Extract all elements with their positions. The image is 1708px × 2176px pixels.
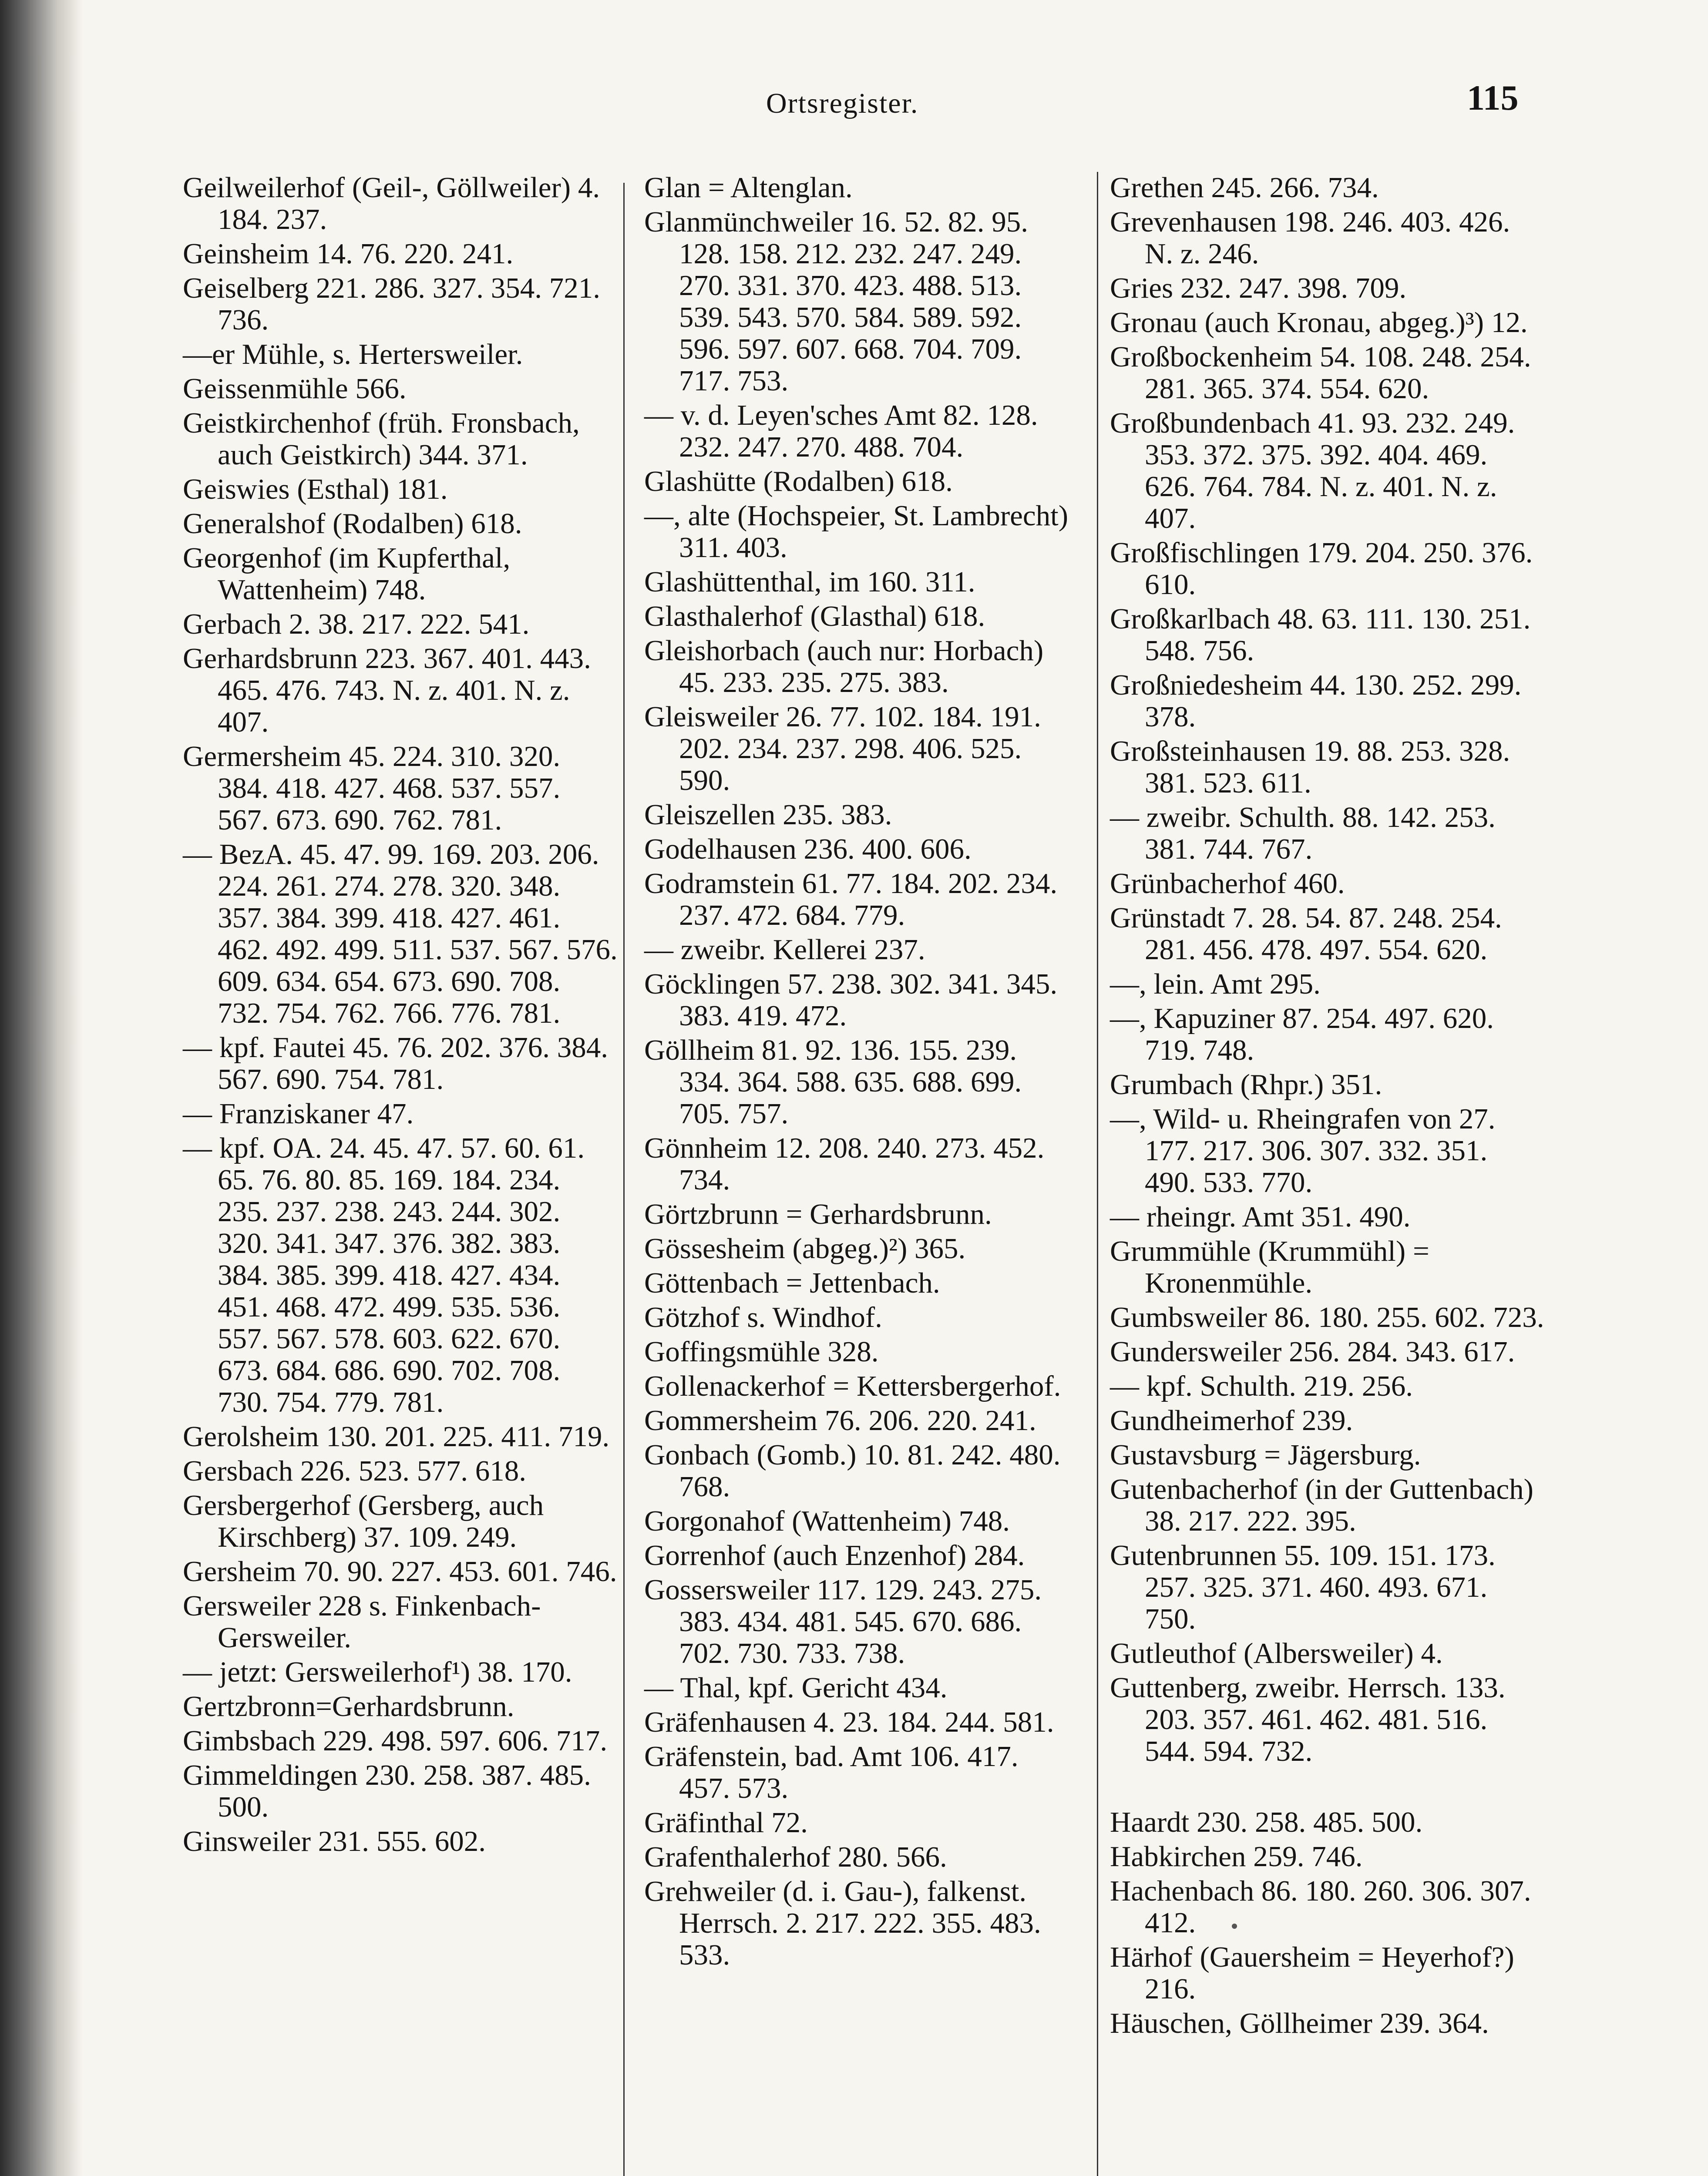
column-divider (1097, 172, 1098, 2176)
index-entry: Grafenthalerhof 280. 566. (644, 1841, 947, 1873)
index-entry: Großniedesheim 44. 130. 252. 299. 378. (1110, 669, 1522, 733)
index-entry: Gustavsburg = Jägersburg. (1110, 1439, 1421, 1471)
index-column-3 (1110, 172, 1545, 2042)
index-column-1 (183, 172, 618, 1860)
index-column-2 (644, 172, 1075, 1974)
index-entry: — zweibr. Schulth. 88. 142. 253. 381. 744. 767. (1110, 801, 1496, 865)
index-entry: Glasthalerhof (Glasthal) 618. (644, 600, 985, 632)
index-entry: Großkarlbach 48. 63. 111. 130. 251. 548. 756. (1110, 603, 1531, 667)
index-entry: Geiselberg 221. 286. 327. 354. 721. 736. (183, 272, 601, 336)
index-entry: Georgenhof (im Kupferthal, Wattenheim) 748. (183, 542, 511, 606)
index-entry: —, Wild- u. Rheingrafen von 27. 177. 217. 306. 307. 332. 351. 490. 533. 770. (1110, 1103, 1496, 1199)
index-entry: Großbundenbach 41. 93. 232. 249. 353. 372. 375. 392. 404. 469. 626. 764. 784. N. z. 401. N. z. 407. (1110, 407, 1515, 534)
index-entry: Godramstein 61. 77. 184. 202. 234. 237. 472. 684. 779. (644, 867, 1058, 931)
index-entry: — v. d. Leyen'sches Amt 82. 128. 232. 247. 270. 488. 704. (644, 399, 1038, 463)
page-header: Ortsregister. (766, 87, 919, 119)
index-entry: Ginsweiler 231. 555. 602. (183, 1825, 486, 1857)
index-entry: Haardt 230. 258. 485. 500. (1110, 1806, 1423, 1838)
index-entry: Geissenmühle 566. (183, 373, 407, 405)
index-entry: — rheingr. Amt 351. 490. (1110, 1201, 1411, 1233)
index-entry: Geistkirchenhof (früh. Fronsbach, auch Geistkirch) 344. 371. (183, 407, 580, 471)
index-entry: — zweibr. Kellerei 237. (644, 934, 925, 966)
index-entry: Gönnheim 12. 208. 240. 273. 452. 734. (644, 1132, 1045, 1196)
index-entry: Gonbach (Gomb.) 10. 81. 242. 480. 768. (644, 1439, 1061, 1503)
index-entry: Gössesheim (abgeg.)²) 365. (644, 1232, 966, 1265)
index-entry: Grünstadt 7. 28. 54. 87. 248. 254. 281. 456. 478. 497. 554. 620. (1110, 902, 1502, 966)
book-spine-shadow (0, 0, 83, 2176)
index-entry: Gersbergerhof (Gersberg, auch Kirschberg) 37. 109. 249. (183, 1489, 544, 1553)
index-entry: Grehweiler (d. i. Gau-), falkenst. Herrsch. 2. 217. 222. 355. 483. 533. (644, 1875, 1041, 1971)
index-entry: — Thal, kpf. Gericht 434. (644, 1672, 948, 1704)
index-entry: — kpf. OA. 24. 45. 47. 57. 60. 61. 65. 76. 80. 85. 169. 184. 234. 235. 237. 238. 243. 244. 302. 320. 341. 347. 376. 382. 383. 384. 385. 399. 418. 427. 434. 451. 468. 472. 499. 535. 536. 557. 567. 578. 603. 622. 670. 673. 684. 686. 690. 702. 708. 730. 754. 779. 781. (183, 1132, 585, 1418)
index-entry: Gerhardsbrunn 223. 367. 401. 443. 465. 476. 743. N. z. 401. N. z. 407. (183, 642, 591, 738)
index-entry: Grünbacherhof 460. (1110, 867, 1345, 900)
index-entry: —er Mühle, s. Hertersweiler. (183, 338, 523, 370)
index-entry: Gleisweiler 26. 77. 102. 184. 191. 202. 234. 237. 298. 406. 525. 590. (644, 701, 1041, 796)
index-entry: Gorrenhof (auch Enzenhof) 284. (644, 1539, 1025, 1572)
index-entry: Geinsheim 14. 76. 220. 241. (183, 238, 514, 270)
index-entry: Gräfinthal 72. (644, 1807, 808, 1839)
index-entry: Guttenberg, zweibr. Herrsch. 133. 203. 357. 461. 462. 481. 516. 544. 594. 732. (1110, 1672, 1506, 1767)
column-divider (623, 183, 625, 2176)
index-entry: Gimbsbach 229. 498. 597. 606. 717. (183, 1725, 608, 1757)
index-entry: — Franziskaner 47. (183, 1098, 414, 1130)
index-entry: Grevenhausen 198. 246. 403. 426. N. z. 246. (1110, 206, 1510, 270)
index-entry: —, lein. Amt 295. (1110, 968, 1321, 1000)
index-entry: Glashüttenthal, im 160. 311. (644, 566, 975, 598)
index-entry: Härhof (Gauersheim = Heyerhof?) 216. (1110, 1941, 1514, 2005)
index-entry: Görtzbrunn = Gerhardsbrunn. (644, 1198, 992, 1230)
index-entry: Großfischlingen 179. 204. 250. 376. 610. (1110, 537, 1533, 601)
index-entry: Göcklingen 57. 238. 302. 341. 345. 383. 419. 472. (644, 968, 1058, 1032)
index-entry: Germersheim 45. 224. 310. 320. 384. 418. 427. 468. 537. 557. 567. 673. 690. 762. 781. (183, 740, 561, 836)
index-entry: Gleiszellen 235. 383. (644, 799, 892, 831)
index-entry: — BezA. 45. 47. 99. 169. 203. 206. 224. 261. 274. 278. 320. 348. 357. 384. 399. 418. 427. 461. 462. 492. 499. 511. 537. 567. 576. 609. 634. 654. 673. 690. 708. 732. 754. 762. 766. 776. 781. (183, 838, 618, 1029)
index-entry: Grumbach (Rhpr.) 351. (1110, 1068, 1382, 1101)
index-entry: Glanmünchweiler 16. 52. 82. 95. 128. 158. 212. 232. 247. 249. 270. 331. 370. 423. 488. 513. 539. 543. 570. 584. 589. 592. 596. 597. 607. 668. 704. 709. 717. 753. (644, 206, 1028, 397)
index-entry: Großsteinhausen 19. 88. 253. 328. 381. 523. 611. (1110, 735, 1510, 799)
index-entry: Glan = Altenglan. (644, 171, 853, 204)
index-entry: —, Kapuziner 87. 254. 497. 620. 719. 748. (1110, 1002, 1494, 1066)
index-entry: Gerbach 2. 38. 217. 222. 541. (183, 608, 530, 640)
index-entry: Grummühle (Krummühl) = Kronenmühle. (1110, 1235, 1429, 1299)
index-entry: Gutenbrunnen 55. 109. 151. 173. 257. 325. 371. 460. 493. 671. 750. (1110, 1539, 1496, 1635)
index-entry: Geilweilerhof (Geil-, Göllweiler) 4. 184. 237. (183, 171, 600, 235)
index-entry: Gräfenhausen 4. 23. 184. 244. 581. (644, 1706, 1054, 1738)
index-entry: Gersweiler 228 s. Finkenbach-Gersweiler. (183, 1590, 541, 1654)
index-entry: Gertzbronn=Gerhardsbrunn. (183, 1690, 514, 1723)
section-separator-dot (1232, 1924, 1237, 1929)
index-entry: Habkirchen 259. 746. (1110, 1840, 1363, 1873)
index-entry: Gundheimerhof 239. (1110, 1404, 1353, 1437)
index-entry: Gimmeldingen 230. 258. 387. 485. 500. (183, 1759, 591, 1823)
index-entry: Göttenbach = Jettenbach. (644, 1267, 940, 1299)
index-entry: Häuschen, Göllheimer 239. 364. (1110, 2007, 1489, 2039)
index-entry: Geiswies (Esthal) 181. (183, 473, 448, 505)
index-entry: Gries 232. 247. 398. 709. (1110, 272, 1407, 304)
index-entry: Grethen 245. 266. 734. (1110, 171, 1379, 204)
index-entry: Götzhof s. Windhof. (644, 1301, 882, 1333)
index-entry: Hachenbach 86. 180. 260. 306. 307. 412. (1110, 1875, 1531, 1939)
index-entry: Gundersweiler 256. 284. 343. 617. (1110, 1336, 1515, 1368)
index-entry: Gollenackerhof = Kettersbergerhof. (644, 1370, 1061, 1402)
index-entry: Göllheim 81. 92. 136. 155. 239. 334. 364. 588. 635. 688. 699. 705. 757. (644, 1034, 1022, 1130)
index-entry: Gutleuthof (Albersweiler) 4. (1110, 1637, 1443, 1669)
index-entry: Godelhausen 236. 400. 606. (644, 833, 972, 865)
index-entry: — jetzt: Gersweilerhof¹) 38. 170. (183, 1656, 572, 1688)
index-entry: Gumbsweiler 86. 180. 255. 602. 723. (1110, 1301, 1544, 1333)
index-entry: Gutenbacherhof (in der Guttenbach) 38. 217. 222. 395. (1110, 1473, 1533, 1537)
index-entry: Gorgonahof (Wattenheim) 748. (644, 1505, 1010, 1537)
index-entry: Gersheim 70. 90. 227. 453. 601. 746. (183, 1555, 617, 1588)
index-entry: Großbockenheim 54. 108. 248. 254. 281. 365. 374. 554. 620. (1110, 341, 1531, 405)
index-entry: Gerolsheim 130. 201. 225. 411. 719. (183, 1420, 610, 1453)
index-entry: Gommersheim 76. 206. 220. 241. (644, 1404, 1036, 1437)
index-entry: Goffingsmühle 328. (644, 1336, 879, 1368)
index-entry: Gossersweiler 117. 129. 243. 275. 383. 434. 481. 545. 670. 686. 702. 730. 733. 738. (644, 1574, 1042, 1669)
index-entry: Gersbach 226. 523. 577. 618. (183, 1455, 526, 1487)
index-entry: Glashütte (Rodalben) 618. (644, 465, 953, 497)
page-number: 115 (1467, 78, 1519, 118)
index-entry: Gleishorbach (auch nur: Horbach) 45. 233. 235. 275. 383. (644, 635, 1044, 698)
index-entry: — kpf. Fautei 45. 76. 202. 376. 384. 567. 690. 754. 781. (183, 1031, 609, 1095)
index-entry: Gräfenstein, bad. Amt 106. 417. 457. 573. (644, 1740, 1019, 1804)
index-entry: Gronau (auch Kronau, abgeg.)³) 12. (1110, 306, 1528, 339)
index-entry: —, alte (Hochspeier, St. Lambrecht) 311. 403. (644, 500, 1069, 564)
index-entry: — kpf. Schulth. 219. 256. (1110, 1370, 1413, 1402)
index-entry: Generalshof (Rodalben) 618. (183, 507, 522, 540)
